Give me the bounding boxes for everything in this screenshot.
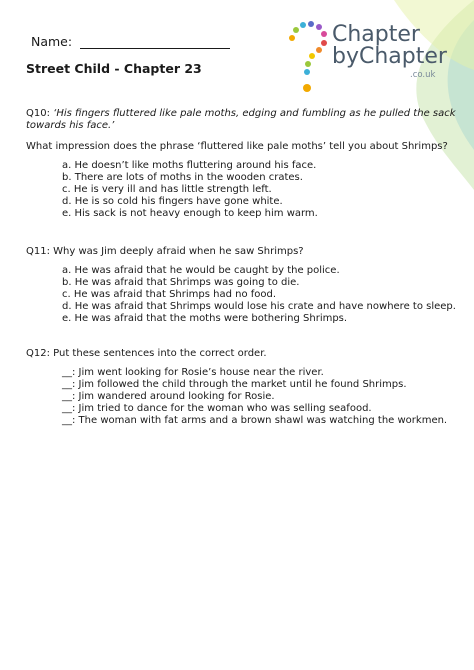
question-10 [26,108,456,220]
q11-option-d[interactable]: d. He was afraid that Shrimps would lose his crate and have nowhere to sleep. [62,301,456,312]
q10-label: Q10: [26,108,50,119]
logo-line1: Chapter [332,22,420,47]
q10-option-a[interactable]: a. He doesn’t like moths fluttering around his face. [62,160,317,171]
q10-quote-line1: ‘His fingers fluttered like pale moths, edging and fumbling as he pulled the sack [53,108,456,119]
q12-question: Q12: Put these sentences into the correct order. [26,348,267,359]
q11-question: Q11: Why was Jim deeply afraid when he saw Shrimps? [26,246,304,257]
q12-item-4[interactable]: __: Jim tried to dance for the woman who was selling seafood. [62,403,372,414]
question-mark-icon [284,18,334,100]
q10-quote-line2: towards his face.’ [26,120,115,131]
page-title: Street Child - Chapter 23 [26,61,202,76]
logo-wordmark [332,24,447,68]
q10-option-c[interactable]: c. He is very ill and has little strength left. [62,184,272,195]
q10-quote [26,108,456,120]
q11-option-e[interactable]: e. He was afraid that the moths were bothering Shrimps. [62,313,348,324]
q10-quote-line2-row [26,120,456,132]
name-field-line[interactable] [80,36,230,49]
question-12 [26,348,447,427]
name-label: Name: [31,34,73,49]
q10-option-e[interactable]: e. His sack is not heavy enough to keep him warm. [62,208,318,219]
q11-option-a[interactable]: a. He was afraid that he would be caught by the police. [62,265,340,276]
q12-item-5[interactable]: __: The woman with fat arms and a brown shawl was watching the workmen. [62,415,448,426]
q10-option-d[interactable]: d. He is so cold his fingers have gone white. [62,196,283,207]
q12-item-1[interactable]: __: Jim went looking for Rosie’s house near the river. [62,367,324,378]
q11-option-c[interactable]: c. He was afraid that Shrimps had no food. [62,289,277,300]
q10-option-b[interactable]: b. There are lots of moths in the wooden crates. [62,172,303,183]
logo [284,18,464,100]
q10-question: What impression does the phrase ‘fluttered like pale moths’ tell you about Shrimps? [26,141,448,152]
question-11 [26,246,456,325]
logo-line2: byChapter [332,44,447,69]
q12-item-3[interactable]: __: Jim wandered around looking for Rosie. [62,391,275,402]
q12-item-2[interactable]: __: Jim followed the child through the market until he found Shrimps. [62,379,407,390]
name-row [31,34,230,49]
q11-option-b[interactable]: b. He was afraid that Shrimps was going to die. [62,277,300,288]
logo-domain: .co.uk [410,70,436,80]
